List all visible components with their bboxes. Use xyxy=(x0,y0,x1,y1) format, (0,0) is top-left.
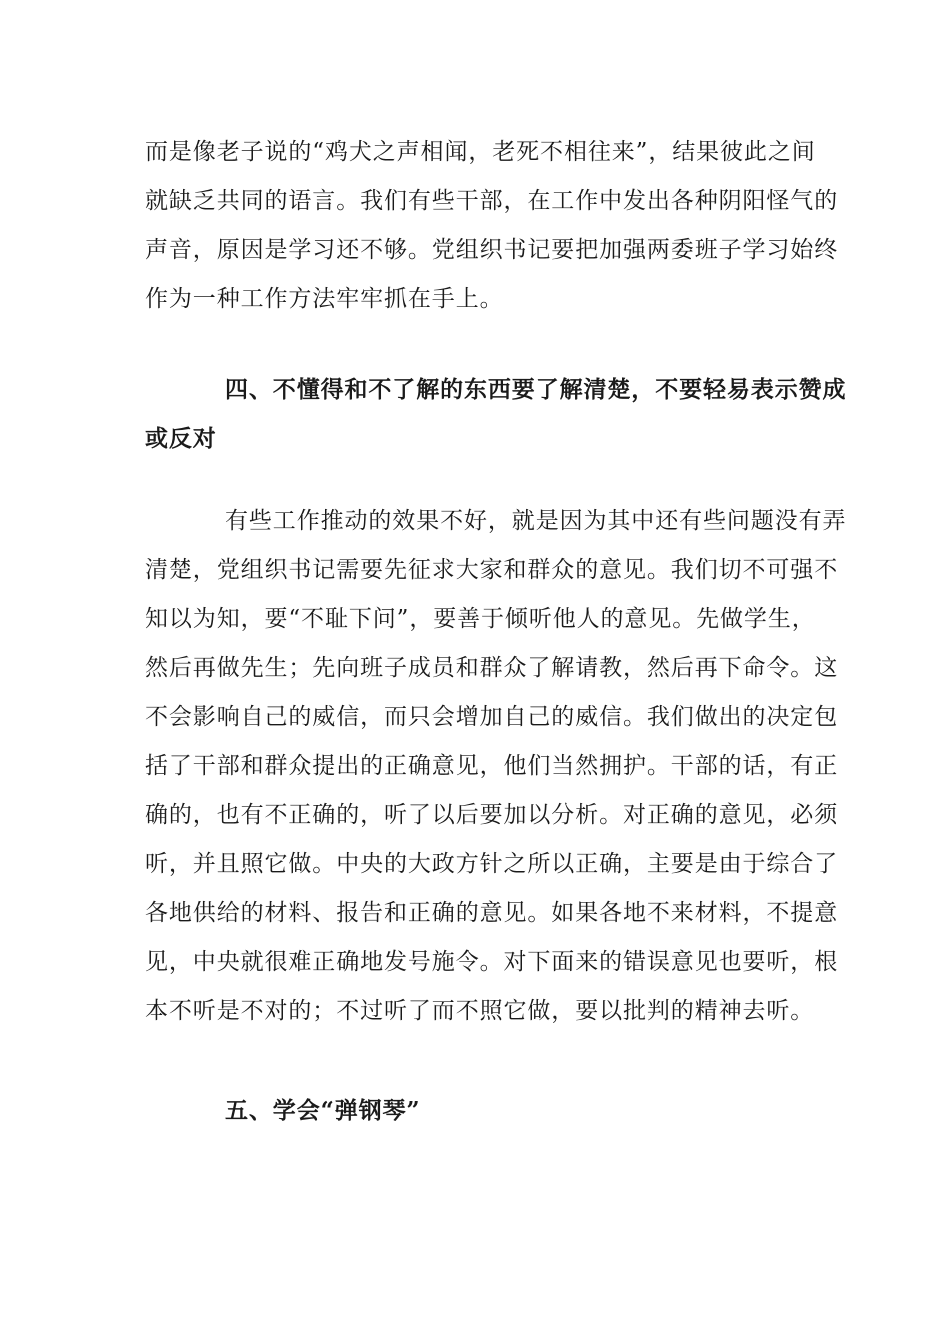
paragraph-line: 确的，也有不正确的，听了以后要加以分析。对正确的意见，必须 xyxy=(145,802,839,828)
paragraph-line: 声音，原因是学习还不够。党组织书记要把加强两委班子学习始终 xyxy=(145,237,839,263)
section-heading-5 xyxy=(145,1086,807,1135)
paragraph-line: 有些工作推动的效果不好，就是因为其中还有些问题没有弄 xyxy=(225,508,847,534)
paragraph-continuation xyxy=(145,128,839,324)
paragraph-line: 知以为知，要“不耻下问”，要善于倾听他人的意见。先做学生， xyxy=(145,606,816,632)
paragraph-line: 不会影响自己的威信，而只会增加自己的威信。我们做出的决定包 xyxy=(145,704,839,730)
paragraph-line: 就缺乏共同的语言。我们有些干部，在工作中发出各种阴阳怪气的 xyxy=(145,188,839,214)
paragraph-line: 本不听是不对的；不过听了而不照它做，要以批判的精神去听。 xyxy=(145,998,815,1024)
paragraph-body xyxy=(145,497,847,1036)
paragraph-line: 清楚，党组织书记需要先征求大家和群众的意见。我们切不可强不 xyxy=(145,557,839,583)
heading-line: 五、学会“弹钢琴” xyxy=(225,1097,421,1124)
paragraph-line: 各地供给的材料、报告和正确的意见。如果各地不来材料，不提意 xyxy=(145,900,839,926)
paragraph-line: 括了干部和群众提出的正确意见，他们当然拥护。干部的话，有正 xyxy=(145,753,839,779)
section-heading-4 xyxy=(145,365,847,463)
paragraph-line: 而是像老子说的“鸡犬之声相闻，老死不相往来”，结果彼此之间 xyxy=(145,139,816,165)
heading-line: 或反对 xyxy=(145,425,217,452)
paragraph-line: 听，并且照它做。中央的大政方针之所以正确，主要是由于综合了 xyxy=(145,851,839,877)
paragraph-line: 作为一种工作方法牢牢抓在手上。 xyxy=(145,286,504,312)
paragraph-line: 见，中央就很难正确地发号施令。对下面来的错误意见也要听，根 xyxy=(145,949,839,975)
paragraph-line: 然后再做先生；先向班子成员和群众了解请教，然后再下命令。这 xyxy=(145,655,839,681)
heading-line: 四、不懂得和不了解的东西要了解清楚，不要轻易表示赞成 xyxy=(225,376,847,403)
